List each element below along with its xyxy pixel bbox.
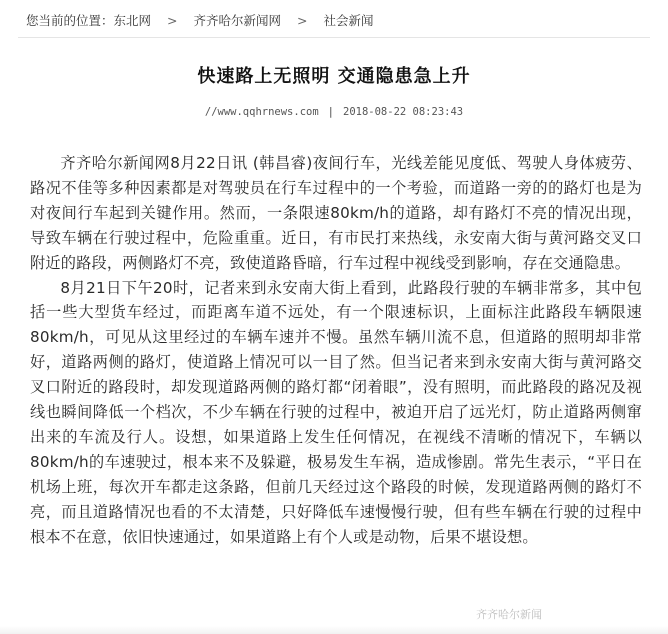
bottom-shadow bbox=[0, 626, 668, 634]
watermark-text: 齐齐哈尔新闻 bbox=[476, 608, 542, 621]
article-title: 快速路上无照明 交通隐患急上升 bbox=[197, 66, 471, 87]
breadcrumb-separator: > bbox=[297, 13, 308, 28]
article-meta bbox=[0, 106, 668, 118]
breadcrumb-link-qqhr[interactable]: 齐齐哈尔新闻网 bbox=[193, 13, 282, 28]
article-body bbox=[30, 151, 642, 550]
article-paragraph: 8月21日下午20时，记者来到永安南大街上看到，此路段行驶的车辆非常多，其中包括一些大型货车经过，而距离车道不远处，有一个限速标识，上面标注此路段车辆限速80km/h，可见从这里经过的车辆车速并不慢。虽然车辆川流不息，但道路的照明却非常好，道路两侧的路灯，使道路上情况可以一目了然。但当记者来到永安南大街与黄河路交叉口附近的路段时，却发现道路两侧的路灯都“闭着眼”，没有照明，而此路段的路况及视线也瞬间降低一个档次，不少车辆在行驶的过程中，被迫开启了远光灯，防止道路两侧窜出来的车流及行人。设想，如果道路上发生任何情况，在视线不清晰的情况下，车辆以80km/h的车速驶过，根本来不及躲避，极易发生车祸，造成惨剧。常先生表示，“平日在机场上班，每次开车都走这条路，但前几天经过这个路段的时候，发现道路两侧的路灯不亮，而且道路情况也看的不太清楚，只好降低车速慢慢行驶，但有些车辆在行驶的过程中根本不在意，依旧快速通过，如果道路上有个人或是动物，后果不堪设想。 bbox=[30, 278, 642, 546]
meta-divider: | bbox=[327, 106, 334, 118]
article-source: //www.qqhrnews.com bbox=[204, 106, 319, 118]
breadcrumb-link-social[interactable]: 社会新闻 bbox=[323, 13, 374, 28]
header-divider bbox=[18, 37, 650, 38]
breadcrumb-separator: > bbox=[167, 13, 178, 28]
breadcrumb-prefix: 您当前的位置： bbox=[26, 13, 114, 28]
breadcrumb-link-dongbei[interactable]: 东北网 bbox=[113, 13, 152, 28]
article-datetime: 2018-08-22 08:23:43 bbox=[343, 106, 464, 118]
article-paragraph: 齐齐哈尔新闻网8月22日讯 (韩昌睿)夜间行车，光线差能见度低、驾驶人身体疲劳、路况不佳等多种因素都是对驾驶员在行车过程中的一个考验，而道路一旁的的路灯也是为对夜间行车起到关键作用。然而，一条限速80km/h的道路，却有路灯不亮的情况出现，导致车辆在行驶过程中，危险重重。近日，有市民打来热线，永安南大街与黄河路交叉口附近的路段，两侧路灯不亮，致使道路昏暗，行车过程中视线受到影响，存在交通隐患。 bbox=[30, 154, 642, 272]
breadcrumb bbox=[26, 11, 374, 29]
